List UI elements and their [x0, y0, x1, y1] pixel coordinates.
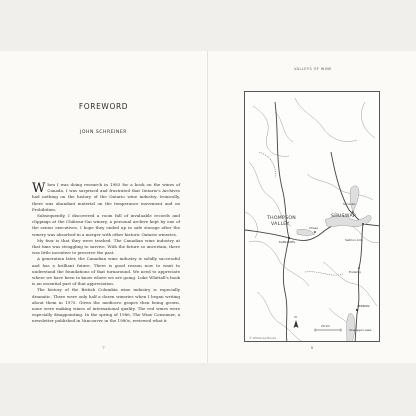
author-name: JOHN SCHREINER	[80, 130, 127, 135]
label-shuswap: SHUSWAP	[331, 214, 356, 219]
right-page	[208, 51, 416, 363]
paragraph-3: My fear is that they were trashed. The Canadian wine industry at that time was struggling to survive. With the future so uncertain, there was little incentive to preserve the past.	[32, 237, 180, 256]
label-vernon: VERNON	[357, 304, 370, 308]
book-spread	[0, 51, 416, 363]
label-enderby: Enderby	[349, 270, 362, 274]
label-kamloops: KAMLOOPS	[279, 240, 295, 244]
paragraph-2: Subsequently, I discovered a room full of invaluable records and clippings at the Château-Gai winery, a personal archive kept by one of the senior executives. I hope they ended up in safe storage after the winery was absorbed in a merger with other historic Ontario wineries.	[32, 213, 180, 237]
paragraph-1: When I was doing research in 1983 for a book on the wines of Canada, I was surprised and frustrated that Ontario's Archives had nothing on the history of the Ontario wine industry. Ironically, there was abundant material on the temperance movement and on Prohibition.	[32, 181, 180, 212]
left-page	[0, 51, 207, 363]
page-number-right: 8	[310, 345, 314, 350]
label-thompson: THOMPSON	[267, 216, 296, 221]
page-title: FOREWORD	[78, 102, 129, 111]
page-number-left: 7	[102, 345, 105, 350]
label-valley: VALLEY	[271, 222, 290, 227]
paragraph-5: The history of the British Columbia wine industry is especially dramatic. There were only half a dozen wineries when I began writing about them in 1975. Given the mediocre grapes then being grown, none were making wines of international quality. The red wines were especially disappointing. In the spring of 1986, The Wine Consumer, a newsletter published in Vancouver in the 1980s, reviewed what it	[32, 287, 180, 324]
label-okanagan-lake: Okanagan Lake	[349, 328, 372, 332]
label-sorrento: Sorrento	[343, 202, 356, 206]
foreword-body	[32, 182, 180, 325]
region-map	[244, 91, 380, 342]
north-label: N	[294, 315, 297, 319]
drop-cap: W	[32, 181, 46, 196]
label-salmon-arm: Salmon Arm	[345, 238, 363, 242]
scale-label: 20 km	[321, 324, 331, 328]
label-chase: Chase	[309, 226, 318, 230]
running-head: VALLEYS OF WINE	[294, 67, 332, 71]
map-credit: © Whitecap Books	[249, 336, 277, 340]
paragraph-4: A generation later, the Canadian wine industry is solidly successful and has a brilliant future. There is good reason now to want to understand the foundations of that turnaround. We need to appreciate where we have been to know where we are going. Luke Whittall's book is an essential part of that appreciation.	[32, 256, 180, 287]
